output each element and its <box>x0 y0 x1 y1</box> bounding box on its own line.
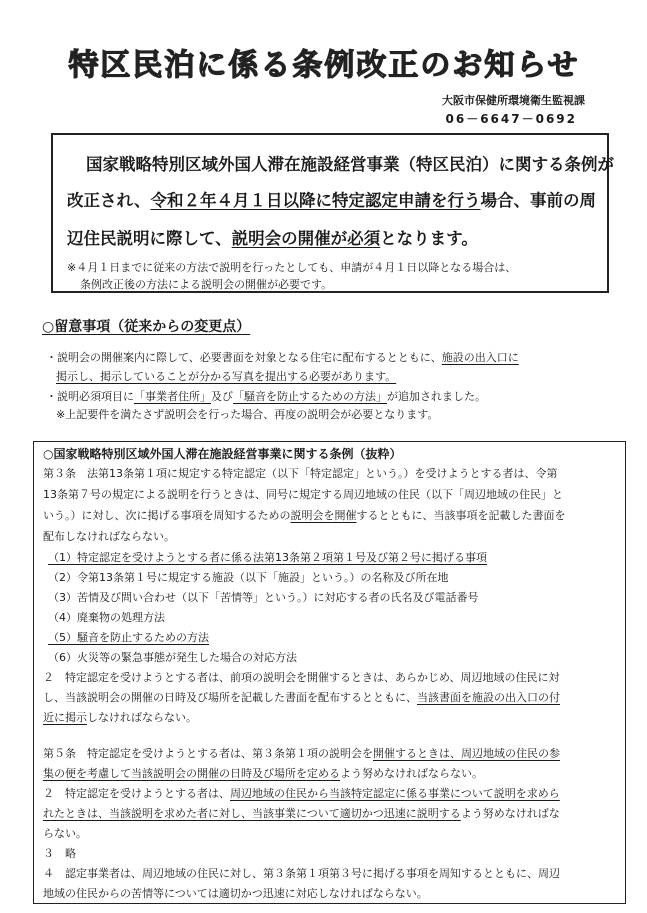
item-5: （5）騒音を防止するための方法 <box>48 631 209 644</box>
point-note: ※上記要件を満たさず説明会を行った場合、再度の説明会が必要となります。 <box>56 408 439 421</box>
article5-line: 第５条 特定認定を受けようとする者は、第３条第１項の説明会を開催するときは、周辺地域の住民の参 <box>43 747 560 760</box>
article5-para2: れたときは、当該説明を求めた者に対し、当該事業について適切かつ迅速に説明するよう努めなければな <box>43 807 560 820</box>
item-3: （3）苦情及び問い合わせ（以下「苦情等」という。）に対応する者の氏名及び電話番号 <box>48 591 479 604</box>
point-1: ・説明会の開催案内に際して、必要書面を対象となる住宅に配布するとともに、施設の出入口に <box>46 351 519 364</box>
notice-line-2: 改正され、令和２年４月１日以降に特定認定申請を行う場合、事前の周 <box>67 191 596 210</box>
ordinance-heading: ○国家戦略特別区域外国人滞在施設経営事業に関する条例（抜粋） <box>43 447 402 461</box>
article5-para4: 地域の住民からの苦情等については適切かつ迅速に対応しなければならない。 <box>43 887 428 900</box>
item-1: （1）特定認定を受けようとする者に係る法第13条第２項第１号及び第２号に掲げる事項 <box>48 551 487 564</box>
points-heading: ○留意事項（従来からの変更点） <box>42 319 251 335</box>
point-2: ・説明必須項目に「事業者住所」及び「騒音を防止するための方法」が追加されました。 <box>46 390 486 403</box>
article3-line: 13条第７号の規定による説明を行うときは、同号に規定する周辺地域の住民（以下「周辺地域の住民」と <box>43 488 563 501</box>
article3-para2: 近に掲示しなければならない。 <box>43 711 197 724</box>
notice-note-1: ※４月１日までに従来の方法で説明を行ったとしても、申請が４月１日以降となる場合は、 <box>67 261 517 274</box>
article3-para2: ２ 特定認定を受けようとする者は、前項の説明会を開催するときは、あらかじめ、周辺地域の住民に対 <box>43 671 560 684</box>
article3-line: いう。）に対し、次に掲げる事項を周知するための説明会を開催するとともに、当該事項を記載した書面を <box>43 509 566 522</box>
point-1-cont: 掲示し、掲示していることが分かる写真を提出する必要があります。 <box>56 370 397 383</box>
department-name: 大阪市保健所環境衛生監視課 <box>442 94 585 107</box>
notice-line-1: 国家戦略特別区域外国人滞在施設経営事業（特区民泊）に関する条例が <box>86 155 614 174</box>
emphasis-required: 説明会の開催が必須 <box>231 229 381 248</box>
notice-note-2: 条例改正後の方法による説明会の開催が必要です。 <box>80 278 333 291</box>
article5-para2: ２ 特定認定を受けようとする者は、周辺地域の住民から当該特定認定に係る事業について説明を求めら <box>43 787 560 800</box>
article5-line: 集の便を考慮して当該説明会の開催の日時及び場所を定めるよう努めなければならない。 <box>43 767 483 780</box>
ordinance-box <box>33 441 626 904</box>
item-6: （6）火災等の緊急事態が発生した場合の対応方法 <box>48 651 297 664</box>
notice-box <box>51 133 614 293</box>
phone-number: 06－6647－0692 <box>445 112 577 126</box>
item-4: （4）廃棄物の処理方法 <box>48 611 165 624</box>
article5-para3: ３ 略 <box>43 847 76 860</box>
article3-para2: し、当該説明会の開催の日時及び場所を記載した書面を配布するとともに、当該書面を施設の出入口の付 <box>43 691 560 704</box>
page-title: 特区民泊に係る条例改正のお知らせ <box>68 48 580 83</box>
article5-para4: ４ 認定事業者は、周辺地域の住民に対し、第３条第１項第３号に掲げる事項を周知するとともに、周辺 <box>43 867 560 880</box>
emphasis-date: 令和２年４月１日以降に特定認定申請を行う <box>150 191 481 210</box>
notice-line-3: 辺住民説明に際して、説明会の開催が必須となります。 <box>67 229 478 248</box>
article3-line: 第３条 法第13条第１項に規定する特定認定（以下「特定認定」という。）を受けようとする者は、令第 <box>43 467 558 480</box>
article5-para2: らない。 <box>43 827 87 840</box>
item-2: （2）令第13条第１号に規定する施設（以下「施設」という。）の名称及び所在地 <box>48 571 449 584</box>
article3-line: 配布しなければならない。 <box>43 530 175 543</box>
